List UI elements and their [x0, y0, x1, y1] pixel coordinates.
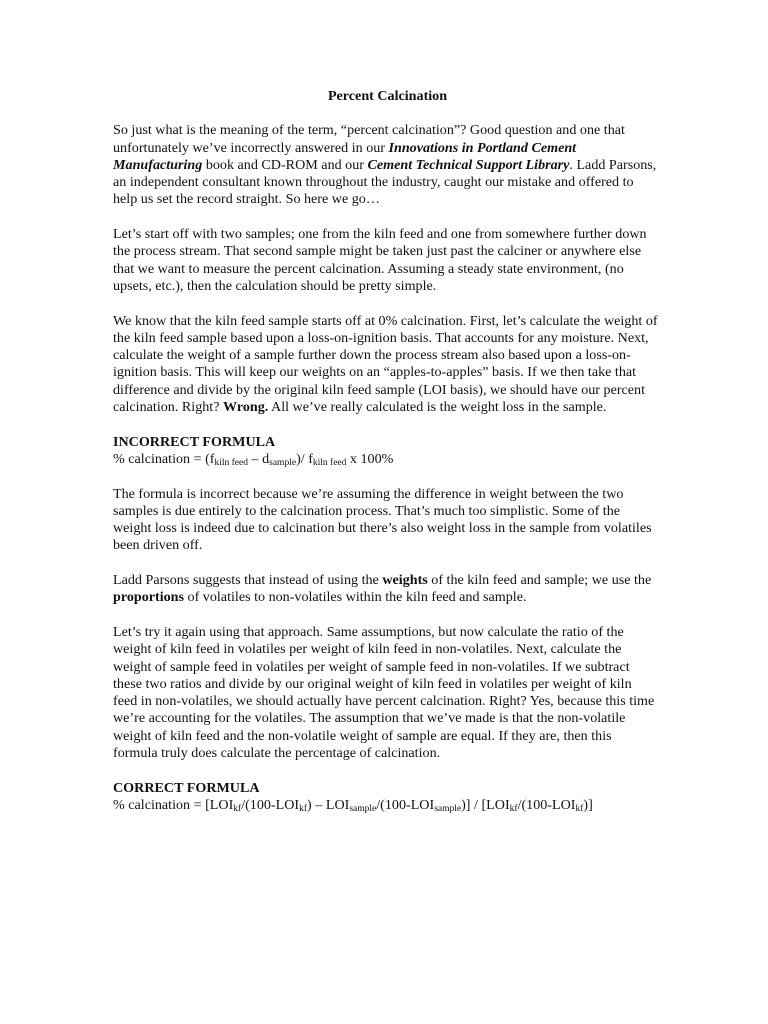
- paragraph-explanation: The formula is incorrect because we’re assuming the difference in weight between the two samples is due entirely to the calcination process. That’s much too simplistic. Some of the weight loss is indeed due to calcination but there’s also weight loss in the sample from volatiles been driven off.: [113, 485, 652, 554]
- incorrect-formula-heading: INCORRECT FORMULA: [113, 433, 276, 450]
- incorrect-formula: % calcination = $(f_{kiln feed} - d_{sample})/$ $f_{kiln feed}$ x 100%: [113, 450, 394, 468]
- paragraph-loi: We know that the kiln feed sample starts off at 0% calcination. First, let’s calculate the weight of the kiln feed sample based upon a loss-on-ignition basis. That accounts for any moisture. Next, calculate the weight of a sample further down the process stream also based upon a loss-on-ignition basis. This will keep our weights on an “apples-to-apples” basis. If we then take that difference and divide by the original kiln feed sample (LOI basis), we should have our percent calcination. Right? Wrong. All we’ve really calculated is the weight loss in the sample.: [113, 312, 658, 416]
- library-title: Cement Technical Support Library: [367, 156, 570, 173]
- book-title: Innovations in Portland Cement Manufacturing: [113, 139, 577, 173]
- paragraph-suggestion: Ladd Parsons suggests that instead of using the weights of the kiln feed and sample; we use the proportions of volatiles to non-volatiles within the kiln feed and sample.: [113, 572, 652, 606]
- paragraph-samples: Let’s start off with two samples; one from the kiln feed and one from somewhere further down the process stream. That second sample might be taken just past the calciner or anywhere else that we want to measure the percent calcination. Assuming a steady state environment, (no upsets, etc.), then the calculation should be pretty simple.: [113, 226, 647, 294]
- proportions-emphasis: proportions: [113, 589, 185, 606]
- document-page: [113, 88, 658, 831]
- paragraph-intro: So just what is the meaning of the term, “percent calcination”? Good question and one that unfortunately we’ve incorrectly answered in our Innovations in Portland Cement Manufacturing book and CD-ROM and our Cement Technical Support Library. Ladd Parsons, an independent consultant known throughout the industry, caught our mistake and offered to help us set the record straight. So here we go…: [113, 122, 657, 208]
- page-title: Percent Calcination: [327, 88, 448, 104]
- correct-formula-heading: CORRECT FORMULA: [113, 779, 260, 796]
- paragraph-approach: Let’s try it again using that approach. Same assumptions, but now calculate the ratio of the weight of kiln feed in volatiles per weight of kiln feed in non-volatiles. Next, calculate the weight of sample feed in volatiles per weight of sample feed in non-volatiles. If we subtract these two ratios and divide by our original weight of kiln feed in volatiles per weight of kiln feed in non-volatiles, we should actually have percent calcination. Right? Yes, because this time we’re accounting for the volatiles. The assumption that we’ve made is that the non-volatile weight of kiln feed and the non-volatile weight of sample are equal. If they are, then this formula truly does calculate the percentage of calcination.: [113, 623, 655, 761]
- wrong-emphasis: Wrong.: [222, 399, 269, 416]
- weights-emphasis: weights: [382, 572, 428, 589]
- correct-formula: % calcination = $[LOI_{kf}/(100-LOI_{kf}) - LOI_{sample}/(100-LOI_{sample})] / [LOI_{kf}/(100-LOI_{kf})]$: [113, 796, 593, 814]
